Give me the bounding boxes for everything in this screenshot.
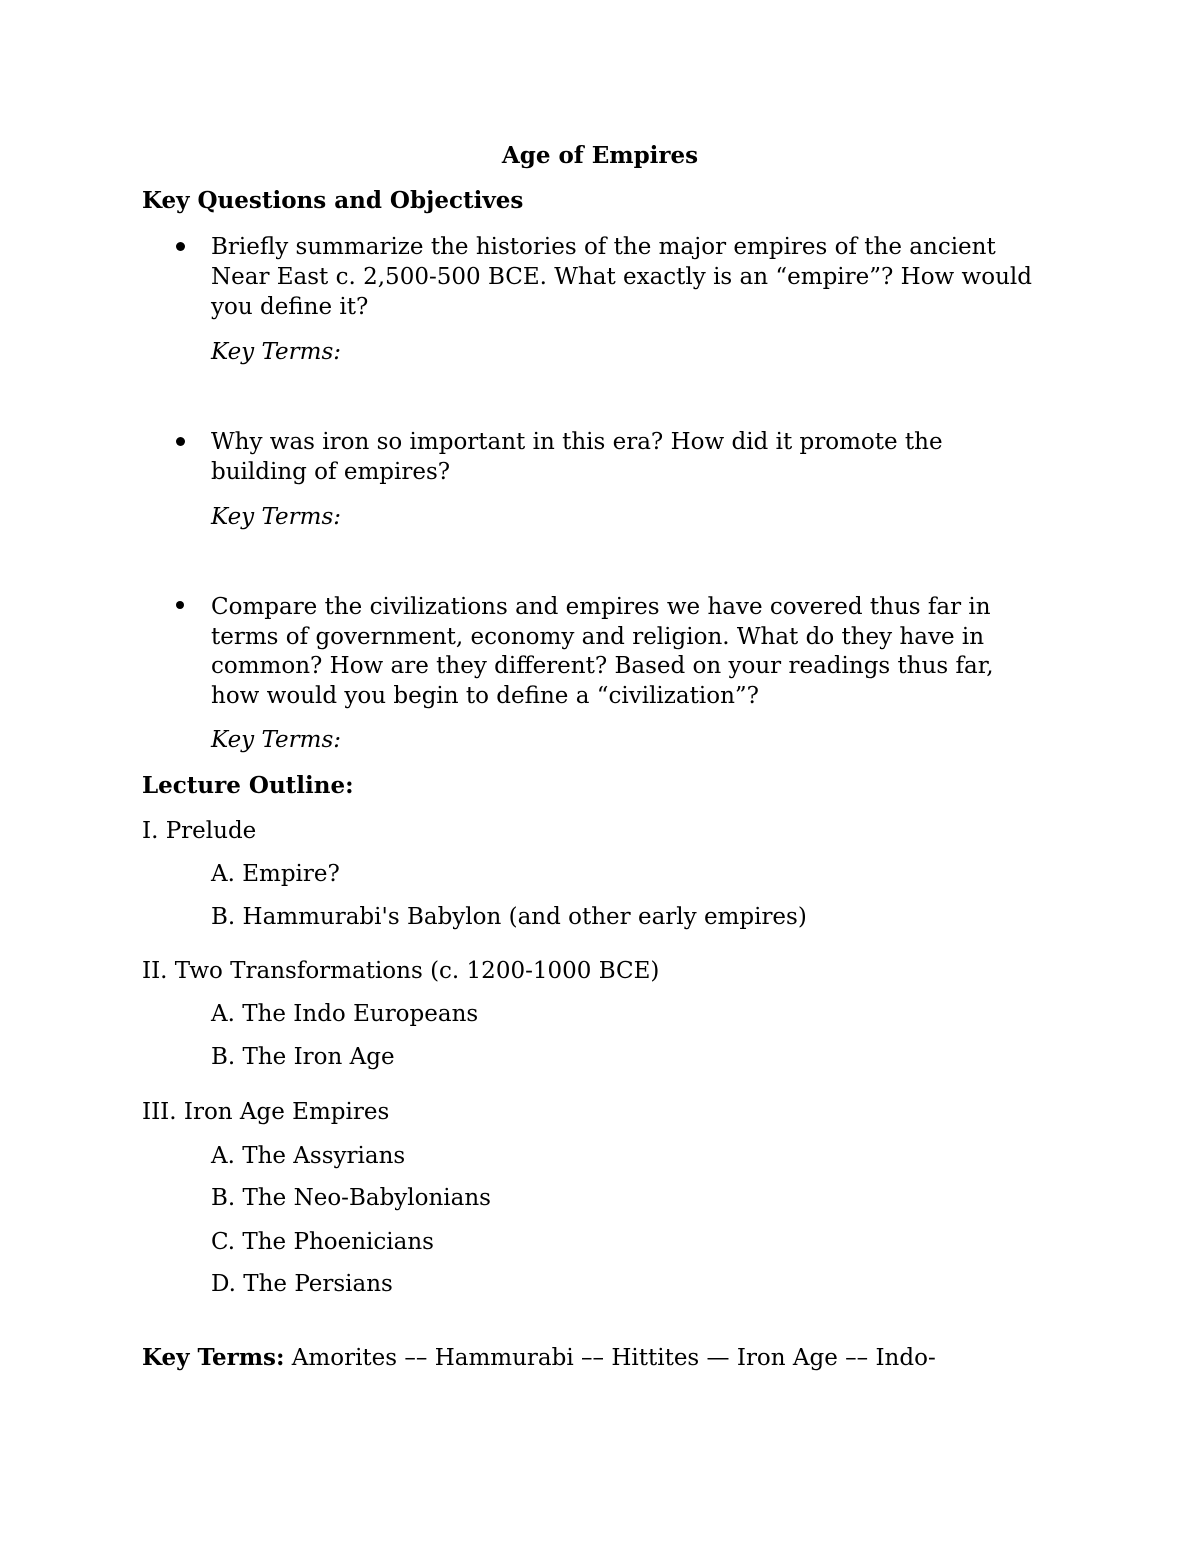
objective-2-line-2: building of empires?: [211, 459, 451, 485]
outline-section-3: III. Iron Age Empires: [142, 1099, 390, 1125]
objective-1-key-terms: Key Terms:: [211, 339, 342, 365]
objective-1-line-1: Briefly summarize the histories of the major empires of the ancient: [211, 234, 996, 260]
outline-section-2: II. Two Transformations (c. 1200-1000 BCE): [142, 958, 660, 984]
key-terms-footer: [142, 1343, 936, 1373]
objective-3-line-3: common? How are they different? Based on your readings thus far,: [211, 653, 994, 679]
outline-item: B. The Iron Age: [211, 1044, 395, 1070]
bullet-icon: [176, 601, 184, 609]
outline-item: A. Empire?: [211, 861, 340, 887]
objective-3-line-4: how would you begin to define a “civilization”?: [211, 683, 759, 709]
outline-item: A. The Assyrians: [211, 1143, 406, 1169]
objective-3-line-2: terms of government, economy and religion. What do they have in: [211, 624, 985, 650]
outline-item: A. The Indo Europeans: [211, 1001, 479, 1027]
objective-2-key-terms: Key Terms:: [211, 504, 342, 530]
outline-item: D. The Persians: [211, 1271, 393, 1297]
objectives-heading: Key Questions and Objectives: [142, 187, 524, 214]
outline-item: B. Hammurabi's Babylon (and other early empires): [211, 904, 807, 930]
key-terms-footer-text: Amorites –– Hammurabi –– Hittites — Iron Age –– Indo-: [284, 1345, 936, 1371]
outline-item: C. The Phoenicians: [211, 1229, 434, 1255]
outline-item: B. The Neo-Babylonians: [211, 1185, 491, 1211]
objective-1-line-2: Near East c. 2,500-500 BCE. What exactly is an “empire”? How would: [211, 264, 1032, 290]
page-title: Age of Empires: [501, 142, 699, 169]
key-terms-footer-label: Key Terms:: [142, 1344, 285, 1371]
objective-3-key-terms: Key Terms:: [211, 727, 342, 753]
objective-1-line-3: you define it?: [211, 294, 369, 320]
objective-2-line-1: Why was iron so important in this era? How did it promote the: [211, 429, 943, 455]
objective-3-line-1: Compare the civilizations and empires we have covered thus far in: [211, 594, 991, 620]
bullet-icon: [176, 242, 185, 251]
bullet-icon: [176, 437, 185, 446]
outline-section-1: I. Prelude: [142, 818, 257, 844]
outline-heading: Lecture Outline:: [142, 772, 354, 799]
